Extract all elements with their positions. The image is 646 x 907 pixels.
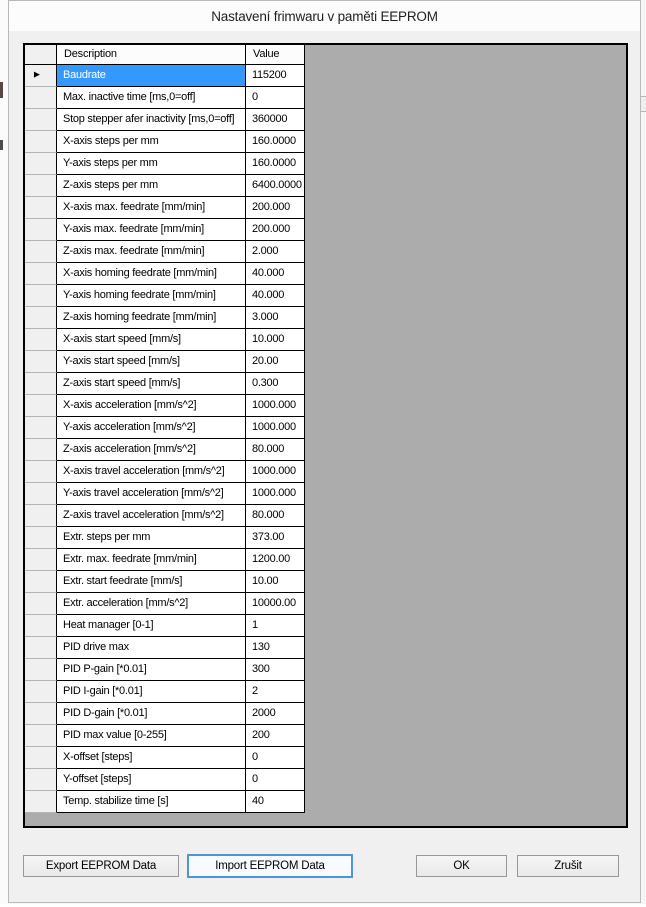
- cell-description[interactable]: X-offset [steps]: [57, 747, 246, 769]
- cell-value[interactable]: 0: [246, 87, 305, 109]
- table-row: [25, 131, 626, 153]
- cell-description[interactable]: PID P-gain [*0.01]: [57, 659, 246, 681]
- cell-value[interactable]: 360000: [246, 109, 305, 131]
- row-selector[interactable]: [25, 549, 57, 571]
- cell-value[interactable]: 160.0000: [246, 153, 305, 175]
- row-selector[interactable]: [25, 461, 57, 483]
- cell-description[interactable]: Extr. acceleration [mm/s^2]: [57, 593, 246, 615]
- cell-value[interactable]: 130: [246, 637, 305, 659]
- table-row: [25, 109, 626, 131]
- background-window-fragment: [0, 140, 3, 150]
- background-window-right-sliver: [642, 0, 646, 907]
- cell-description[interactable]: Z-axis homing feedrate [mm/min]: [57, 307, 246, 329]
- row-selector[interactable]: [25, 483, 57, 505]
- table-row: [25, 219, 626, 241]
- cell-description[interactable]: X-axis travel acceleration [mm/s^2]: [57, 461, 246, 483]
- table-row: [25, 659, 626, 681]
- cell-value[interactable]: 1000.000: [246, 461, 305, 483]
- cell-description[interactable]: PID drive max: [57, 637, 246, 659]
- cell-description[interactable]: Y-axis homing feedrate [mm/min]: [57, 285, 246, 307]
- table-row: [25, 593, 626, 615]
- table-row: [25, 571, 626, 593]
- cell-description[interactable]: Y-axis max. feedrate [mm/min]: [57, 219, 246, 241]
- table-row: [25, 703, 626, 725]
- cell-description[interactable]: Stop stepper afer inactivity [ms,0=off]: [57, 109, 246, 131]
- cell-description[interactable]: Y-axis start speed [mm/s]: [57, 351, 246, 373]
- table-row: [25, 505, 626, 527]
- row-selector[interactable]: [25, 153, 57, 175]
- background-window-left-sliver: [0, 0, 8, 907]
- cell-description[interactable]: PID I-gain [*0.01]: [57, 681, 246, 703]
- cell-value[interactable]: 200.000: [246, 219, 305, 241]
- table-row: [25, 87, 626, 109]
- column-header-description[interactable]: Description: [57, 45, 246, 65]
- row-selector[interactable]: [25, 417, 57, 439]
- cell-value[interactable]: 40.000: [246, 285, 305, 307]
- cell-description[interactable]: X-axis start speed [mm/s]: [57, 329, 246, 351]
- row-selector[interactable]: [25, 241, 57, 263]
- row-selector[interactable]: [25, 439, 57, 461]
- table-row: [25, 483, 626, 505]
- row-selector[interactable]: [25, 285, 57, 307]
- table-row: [25, 417, 626, 439]
- row-selector[interactable]: [25, 219, 57, 241]
- table-row: [25, 461, 626, 483]
- row-selector[interactable]: [25, 373, 57, 395]
- cell-value[interactable]: 80.000: [246, 439, 305, 461]
- table-row: [25, 725, 626, 747]
- cell-description[interactable]: Y-axis acceleration [mm/s^2]: [57, 417, 246, 439]
- cell-value[interactable]: 2.000: [246, 241, 305, 263]
- row-selector[interactable]: [25, 615, 57, 637]
- cell-value[interactable]: 20.00: [246, 351, 305, 373]
- cell-value[interactable]: 115200: [246, 65, 305, 87]
- cell-description[interactable]: PID D-gain [*0.01]: [57, 703, 246, 725]
- cell-description[interactable]: X-axis homing feedrate [mm/min]: [57, 263, 246, 285]
- row-selector[interactable]: [25, 725, 57, 747]
- row-selector[interactable]: [25, 527, 57, 549]
- table-row: [25, 197, 626, 219]
- table-row: [25, 769, 626, 791]
- title-bar[interactable]: [9, 1, 640, 31]
- grid-rows-container: [25, 65, 626, 813]
- cell-description[interactable]: Temp. stabilize time [s]: [57, 791, 246, 813]
- cell-description[interactable]: Z-axis acceleration [mm/s^2]: [57, 439, 246, 461]
- row-selector[interactable]: [25, 769, 57, 791]
- cell-description[interactable]: PID max value [0-255]: [57, 725, 246, 747]
- row-selector[interactable]: [25, 87, 57, 109]
- cell-description[interactable]: Z-axis max. feedrate [mm/min]: [57, 241, 246, 263]
- table-row: [25, 175, 626, 197]
- table-row: [25, 351, 626, 373]
- row-selector[interactable]: [25, 263, 57, 285]
- cell-description[interactable]: Extr. steps per mm: [57, 527, 246, 549]
- column-header-value[interactable]: Value: [246, 45, 305, 65]
- row-selector[interactable]: [25, 395, 57, 417]
- row-selector[interactable]: [25, 329, 57, 351]
- grid-header-row: [25, 45, 626, 65]
- row-selector[interactable]: [25, 637, 57, 659]
- cell-value[interactable]: 160.0000: [246, 131, 305, 153]
- cell-value[interactable]: 2: [246, 681, 305, 703]
- row-selector[interactable]: [25, 659, 57, 681]
- row-selector[interactable]: [25, 681, 57, 703]
- cell-description[interactable]: X-axis max. feedrate [mm/min]: [57, 197, 246, 219]
- table-row: [25, 241, 626, 263]
- eeprom-settings-grid: [23, 43, 628, 828]
- dialog-title: Nastavení frimwaru v paměti EEPROM: [211, 8, 438, 24]
- row-selector[interactable]: [25, 791, 57, 813]
- cell-value[interactable]: 1000.000: [246, 483, 305, 505]
- cell-description[interactable]: Y-axis travel acceleration [mm/s^2]: [57, 483, 246, 505]
- cell-value[interactable]: 80.000: [246, 505, 305, 527]
- row-selector[interactable]: [25, 593, 57, 615]
- grid-corner-cell: [25, 45, 57, 65]
- row-selector[interactable]: [25, 197, 57, 219]
- cell-description[interactable]: Y-axis steps per mm: [57, 153, 246, 175]
- cell-value[interactable]: 0: [246, 747, 305, 769]
- table-row: [25, 747, 626, 769]
- table-row: [25, 285, 626, 307]
- cell-value[interactable]: 40.000: [246, 263, 305, 285]
- row-selector[interactable]: [25, 131, 57, 153]
- ok-button[interactable]: OK: [416, 855, 507, 877]
- cell-value[interactable]: 10.000: [246, 329, 305, 351]
- row-selector[interactable]: [25, 747, 57, 769]
- cell-value[interactable]: 10.00: [246, 571, 305, 593]
- table-row: [25, 549, 626, 571]
- cell-description[interactable]: Heat manager [0-1]: [57, 615, 246, 637]
- cell-description[interactable]: X-axis acceleration [mm/s^2]: [57, 395, 246, 417]
- cell-description[interactable]: Z-axis start speed [mm/s]: [57, 373, 246, 395]
- cell-value[interactable]: 300: [246, 659, 305, 681]
- export-eeprom-button[interactable]: Export EEPROM Data: [23, 855, 179, 877]
- cell-description[interactable]: Z-axis steps per mm: [57, 175, 246, 197]
- table-row: [25, 373, 626, 395]
- cell-value[interactable]: 0: [246, 769, 305, 791]
- row-selector[interactable]: [25, 505, 57, 527]
- cell-value[interactable]: 1200.00: [246, 549, 305, 571]
- cell-description[interactable]: Z-axis travel acceleration [mm/s^2]: [57, 505, 246, 527]
- background-window-fragment: [0, 82, 3, 98]
- table-row: [25, 439, 626, 461]
- table-row: [25, 307, 626, 329]
- cell-description[interactable]: X-axis steps per mm: [57, 131, 246, 153]
- current-row-arrow-icon: ►: [32, 69, 42, 81]
- cell-description[interactable]: Extr. max. feedrate [mm/min]: [57, 549, 246, 571]
- cell-value[interactable]: 1000.000: [246, 395, 305, 417]
- row-selector[interactable]: [25, 65, 57, 87]
- cell-value[interactable]: 10000.00: [246, 593, 305, 615]
- cancel-button[interactable]: Zrušit: [517, 855, 619, 877]
- table-row: [25, 153, 626, 175]
- cell-value[interactable]: 1000.000: [246, 417, 305, 439]
- cell-value[interactable]: 2000: [246, 703, 305, 725]
- cell-description[interactable]: Y-offset [steps]: [57, 769, 246, 791]
- row-selector[interactable]: [25, 703, 57, 725]
- cell-value[interactable]: 6400.0000: [246, 175, 305, 197]
- cell-value[interactable]: 373.00: [246, 527, 305, 549]
- cell-description[interactable]: Max. inactive time [ms,0=off]: [57, 87, 246, 109]
- table-row: [25, 637, 626, 659]
- table-row: [25, 263, 626, 285]
- import-eeprom-button[interactable]: Import EEPROM Data: [187, 854, 353, 878]
- table-row: [25, 791, 626, 813]
- cell-description[interactable]: Baudrate: [57, 65, 246, 87]
- cell-description[interactable]: Extr. start feedrate [mm/s]: [57, 571, 246, 593]
- cell-value[interactable]: 0.300: [246, 373, 305, 395]
- cell-value[interactable]: 200.000: [246, 197, 305, 219]
- cell-value[interactable]: 200: [246, 725, 305, 747]
- table-row: [25, 681, 626, 703]
- table-row: [25, 615, 626, 637]
- cell-value[interactable]: 40: [246, 791, 305, 813]
- row-selector[interactable]: [25, 307, 57, 329]
- row-selector[interactable]: [25, 175, 57, 197]
- row-selector[interactable]: [25, 571, 57, 593]
- table-row: [25, 527, 626, 549]
- cell-value[interactable]: 1: [246, 615, 305, 637]
- table-row: [25, 65, 626, 87]
- row-selector[interactable]: [25, 351, 57, 373]
- table-row: [25, 329, 626, 351]
- eeprom-settings-dialog: [8, 0, 641, 903]
- row-selector[interactable]: [25, 109, 57, 131]
- cell-value[interactable]: 3.000: [246, 307, 305, 329]
- table-row: [25, 395, 626, 417]
